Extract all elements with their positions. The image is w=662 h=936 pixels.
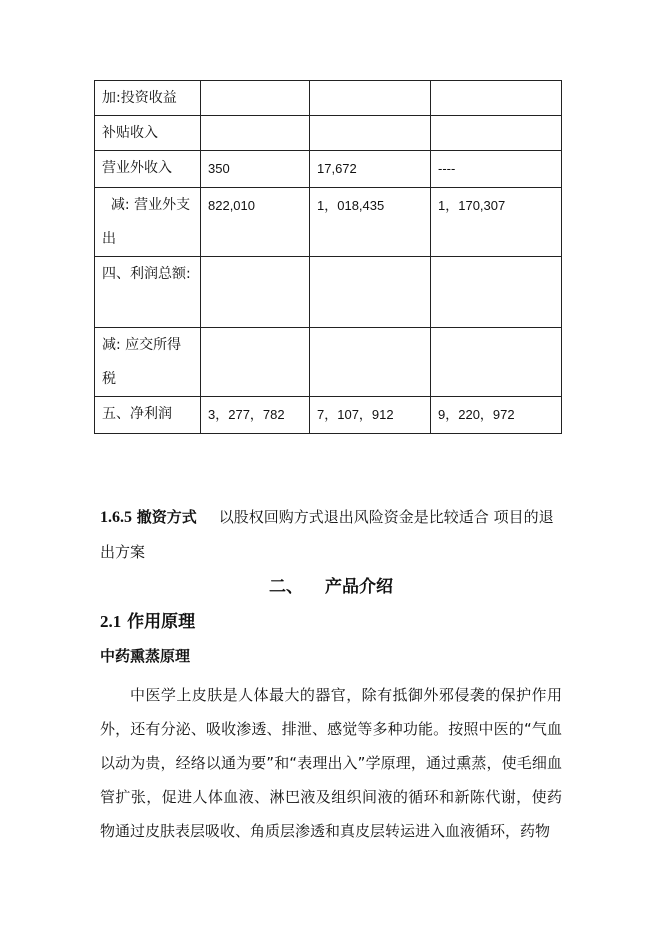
table-cell: 7，107，912 <box>310 397 431 434</box>
table-row <box>95 116 562 151</box>
table-cell <box>431 81 562 116</box>
table-row <box>95 151 562 188</box>
section-title: 撤资方式 <box>136 508 197 526</box>
table-cell <box>310 81 431 116</box>
body-paragraph: 中医学上皮肤是人体最大的器官，除有抵御外邪侵袭的保护作用外，还有分泌、吸收渗透、排泄、感觉等多种功能。按照中医的“气血以动为贵，经络以通为要”和“表理出入”学原理，通过熏蒸，使毛细血管扩张，促进人体血液、淋巴液及组织间液的循环和新陈代谢，使药物通过皮肤表层吸收、角质层渗透和真皮层转运进入血液循环，药物 <box>100 686 562 840</box>
section-title: 作用原理 <box>127 612 196 632</box>
table-cell: 1，018,435 <box>310 188 431 257</box>
table-cell: 1，170,307 <box>431 188 562 257</box>
table-cell <box>431 257 562 328</box>
table-row <box>95 188 562 257</box>
table-cell <box>310 328 431 397</box>
chapter-number: 二、 <box>269 577 303 597</box>
table-cell: 350 <box>201 151 310 188</box>
row-label: 减: 应交所得税 <box>95 328 201 397</box>
table-cell: 3，277，782 <box>201 397 310 434</box>
table-cell <box>201 81 310 116</box>
table-cell: 822,010 <box>201 188 310 257</box>
table-cell <box>431 116 562 151</box>
chapter-title: 产品介绍 <box>325 577 393 597</box>
table-cell: 9，220，972 <box>431 397 562 434</box>
table-cell <box>201 116 310 151</box>
table-cell: 17,672 <box>310 151 431 188</box>
row-label: 五、净利润 <box>95 397 201 434</box>
table-row <box>95 257 562 328</box>
table-row <box>95 328 562 397</box>
table-cell <box>431 328 562 397</box>
section-number: 2.1 <box>100 612 122 631</box>
subsection-heading: 中药熏蒸原理 <box>100 647 191 665</box>
section-text: 以股权回购方式退出风险资金是比较适合 项目的退出方案 <box>100 508 554 561</box>
row-label: 营业外收入 <box>95 151 201 188</box>
table-cell <box>201 257 310 328</box>
table-cell <box>310 257 431 328</box>
table-cell <box>310 116 431 151</box>
table-row <box>95 81 562 116</box>
row-label: 加:投资收益 <box>95 81 201 116</box>
section-1-6-5-paragraph <box>100 500 562 570</box>
section-number: 1.6.5 <box>100 509 132 526</box>
row-label: 减: 营业外支出 <box>95 188 201 257</box>
table-cell: ---- <box>431 151 562 188</box>
chapter-heading <box>0 572 662 602</box>
section-2-1-heading <box>100 607 195 637</box>
row-label: 四、利润总额: <box>95 257 201 328</box>
table-cell <box>201 328 310 397</box>
row-label: 补贴收入 <box>95 116 201 151</box>
financial-table <box>94 80 562 434</box>
table-row <box>95 397 562 434</box>
